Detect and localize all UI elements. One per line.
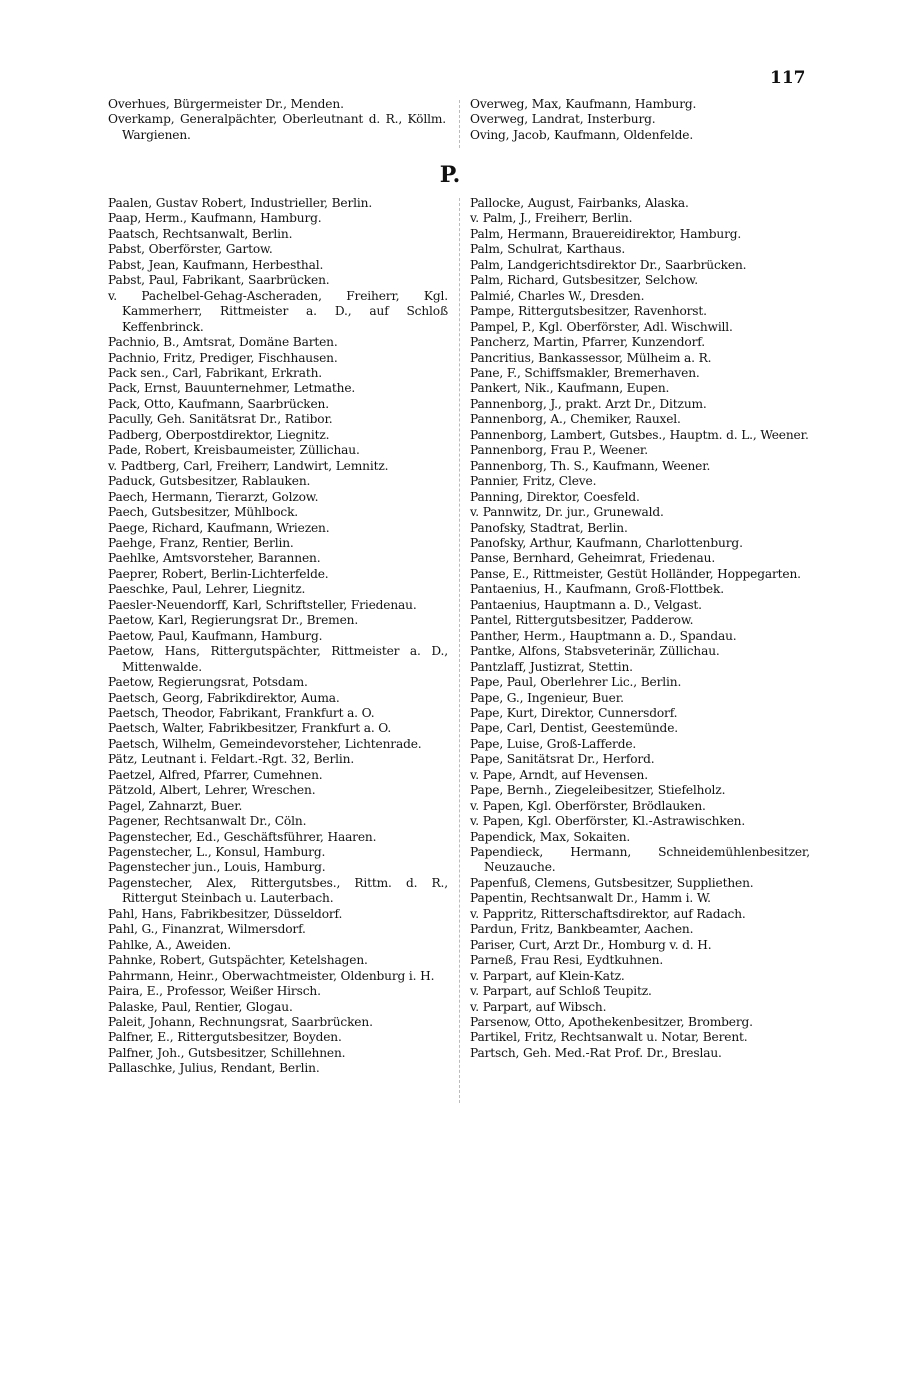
- directory-entry: Palm, Hermann, Brauereidirektor, Hamburg.: [470, 226, 742, 241]
- directory-entry: Pape, Bernh., Ziegeleibesitzer, Stiefelholz.: [470, 783, 726, 798]
- directory-entry: v. Pachelbel-Gehag-Ascheraden, Freiherr, Kgl. Kammerherr, Rittmeister a. D., auf Schloß Keffenbrinck.: [108, 288, 448, 334]
- directory-entry: Pahlke, A., Aweiden.: [108, 937, 231, 952]
- directory-entry: Paatsch, Rechtsanwalt, Berlin.: [108, 226, 293, 241]
- directory-entry: Paesler-Neuendorff, Karl, Schriftsteller, Friedenau.: [108, 597, 417, 612]
- directory-entry: Palfner, E., Rittergutsbesitzer, Boyden.: [108, 1030, 342, 1045]
- directory-entry: Pahrmann, Heinr., Oberwachtmeister, Oldenburg i. H.: [108, 968, 435, 983]
- directory-entry: Palaske, Paul, Rentier, Glogau.: [108, 999, 293, 1014]
- top-right-column: [470, 97, 800, 143]
- directory-entry: Paege, Richard, Kaufmann, Wriezen.: [108, 520, 330, 535]
- directory-entry: Palmié, Charles W., Dresden.: [470, 288, 645, 303]
- directory-entry: Paetow, Karl, Regierungsrat Dr., Bremen.: [108, 613, 359, 628]
- directory-entry: Paech, Hermann, Tierarzt, Golzow.: [108, 489, 319, 504]
- directory-entry: Overhues, Bürgermeister Dr., Menden.: [108, 97, 344, 111]
- directory-entry: Paetsch, Wilhelm, Gemeindevorsteher, Lichtenrade.: [108, 736, 422, 751]
- directory-entry: Paduck, Gutsbesitzer, Rablauken.: [108, 474, 311, 489]
- directory-entry: Panse, Bernhard, Geheimrat, Friedenau.: [470, 551, 716, 566]
- directory-entry: Pankert, Nik., Kaufmann, Eupen.: [470, 381, 670, 396]
- directory-entry: Pancherz, Martin, Pfarrer, Kunzendorf.: [470, 335, 705, 350]
- directory-entry: Pantzlaff, Justizrat, Stettin.: [470, 659, 633, 674]
- directory-entry: Pape, Kurt, Direktor, Cunnersdorf.: [470, 705, 678, 720]
- directory-entry: Pabst, Oberförster, Gartow.: [108, 242, 273, 257]
- directory-entry: Pagenstecher jun., Louis, Hamburg.: [108, 860, 326, 875]
- directory-entry: Pack, Otto, Kaufmann, Saarbrücken.: [108, 396, 329, 411]
- directory-entry: Paeprer, Robert, Berlin-Lichterfelde.: [108, 566, 329, 581]
- left-column: [108, 196, 448, 1077]
- directory-entry: Paira, E., Professor, Weißer Hirsch.: [108, 984, 321, 999]
- directory-entry: Pallaschke, Julius, Rendant, Berlin.: [108, 1061, 320, 1076]
- directory-entry: Pahl, G., Finanzrat, Wilmersdorf.: [108, 922, 306, 937]
- directory-entry: Palm, Landgerichtsdirektor Dr., Saarbrücken.: [470, 257, 747, 272]
- directory-entry: Pannenborg, A., Chemiker, Rauxel.: [470, 412, 681, 427]
- directory-entry: Pannenborg, Lambert, Gutsbes., Hauptm. d. L., Weener.: [470, 427, 809, 442]
- directory-entry: Panning, Direktor, Coesfeld.: [470, 489, 640, 504]
- directory-entry: v. Papen, Kgl. Oberförster, Brödlauken.: [470, 798, 706, 813]
- directory-entry: Paleit, Johann, Rechnungsrat, Saarbrücken.: [108, 1015, 373, 1030]
- directory-entry: Pape, Luise, Groß-Lafferde.: [470, 736, 637, 751]
- directory-entry: Pane, F., Schiffsmakler, Bremerhaven.: [470, 365, 700, 380]
- directory-entry: Paeschke, Paul, Lehrer, Liegnitz.: [108, 582, 306, 597]
- directory-entry: Pape, G., Ingenieur, Buer.: [470, 690, 624, 705]
- directory-entry: Paehge, Franz, Rentier, Berlin.: [108, 535, 294, 550]
- directory-entry: Paetsch, Walter, Fabrikbesitzer, Frankfurt a. O.: [108, 721, 392, 736]
- directory-entry: Pantaenius, Hauptmann a. D., Velgast.: [470, 597, 702, 612]
- directory-entry: Pätzold, Albert, Lehrer, Wreschen.: [108, 783, 316, 798]
- directory-entry: Parsenow, Otto, Apothekenbesitzer, Bromberg.: [470, 1015, 753, 1030]
- directory-entry: v. Palm, J., Freiherr, Berlin.: [470, 211, 633, 226]
- directory-entry: Pagel, Zahnarzt, Buer.: [108, 798, 243, 813]
- directory-entry: Paetow, Regierungsrat, Potsdam.: [108, 675, 308, 690]
- directory-entry: Panofsky, Arthur, Kaufmann, Charlottenburg.: [470, 535, 743, 550]
- directory-entry: v. Parpart, auf Wibsch.: [470, 999, 607, 1014]
- directory-entry: Paetow, Paul, Kaufmann, Hamburg.: [108, 628, 323, 643]
- directory-entry: Pack, Ernst, Bauunternehmer, Letmathe.: [108, 381, 356, 396]
- directory-entry: Pape, Sanitätsrat Dr., Herford.: [470, 752, 655, 767]
- directory-entry: Palfner, Joh., Gutsbesitzer, Schillehnen.: [108, 1045, 346, 1060]
- directory-entry: Pagenstecher, Alex, Rittergutsbes., Rittm. d. R., Rittergut Steinbach u. Lauterbach.: [108, 875, 448, 906]
- directory-entry: Overweg, Landrat, Insterburg.: [470, 112, 656, 127]
- directory-entry: Pabst, Jean, Kaufmann, Herbesthal.: [108, 257, 324, 272]
- directory-entry: Palm, Schulrat, Karthaus.: [470, 242, 626, 257]
- right-column: [470, 196, 810, 1061]
- directory-entry: Pachnio, B., Amtsrat, Domäne Barten.: [108, 335, 338, 350]
- directory-entry: Pardun, Fritz, Bankbeamter, Aachen.: [470, 922, 694, 937]
- directory-entry: Parneß, Frau Resi, Eydtkuhnen.: [470, 953, 664, 968]
- directory-entry: Pack sen., Carl, Fabrikant, Erkrath.: [108, 365, 322, 380]
- directory-entry: v. Pape, Arndt, auf Hevensen.: [470, 767, 648, 782]
- directory-entry: Pantke, Alfons, Stabsveterinär, Züllichau.: [470, 644, 720, 659]
- column-divider: [459, 100, 460, 148]
- directory-entry: Pade, Robert, Kreisbaumeister, Züllichau.: [108, 443, 360, 458]
- directory-entry: Pantel, Rittergutsbesitzer, Padderow.: [470, 613, 694, 628]
- directory-entry: Pannenborg, J., prakt. Arzt Dr., Ditzum.: [470, 396, 707, 411]
- directory-entry: Oving, Jacob, Kaufmann, Oldenfelde.: [470, 127, 694, 142]
- directory-entry: Pahnke, Robert, Gutspächter, Ketelshagen.: [108, 953, 368, 968]
- directory-entry: Panther, Herm., Hauptmann a. D., Spandau.: [470, 628, 737, 643]
- directory-entry: Pape, Paul, Oberlehrer Lic., Berlin.: [470, 675, 682, 690]
- directory-entry: Panse, E., Rittmeister, Gestüt Holländer, Hoppegarten.: [470, 566, 801, 581]
- directory-entry: Pancritius, Bankassessor, Mülheim a. R.: [470, 350, 712, 365]
- directory-entry: Pariser, Curt, Arzt Dr., Homburg v. d. H.: [470, 937, 712, 952]
- column-divider: [459, 198, 460, 1103]
- directory-entry: Panofsky, Stadtrat, Berlin.: [470, 520, 628, 535]
- directory-entry: Pampel, P., Kgl. Oberförster, Adl. Wischwill.: [470, 319, 733, 334]
- directory-entry: Overkamp, Generalpächter, Oberleutnant d. R., Köllm. Wargienen.: [108, 112, 446, 142]
- directory-entry: Paehlke, Amtsvorsteher, Barannen.: [108, 551, 321, 566]
- directory-entry: v. Parpart, auf Klein-Katz.: [470, 968, 625, 983]
- directory-entry: Pahl, Hans, Fabrikbesitzer, Düsseldorf.: [108, 906, 343, 921]
- directory-entry: Pape, Carl, Dentist, Geestemünde.: [470, 721, 678, 736]
- directory-entry: Pannenborg, Frau P., Weener.: [470, 443, 648, 458]
- directory-entry: Pannier, Fritz, Cleve.: [470, 474, 597, 489]
- directory-entry: Papendieck, Hermann, Schneidemühlenbesitzer, Neuzauche.: [470, 845, 810, 875]
- directory-entry: v. Pappritz, Ritterschaftsdirektor, auf Radach.: [470, 906, 746, 921]
- directory-entry: Partikel, Fritz, Rechtsanwalt u. Notar, Berent.: [470, 1030, 748, 1045]
- directory-entry: Pätz, Leutnant i. Feldart.-Rgt. 32, Berlin.: [108, 752, 355, 767]
- directory-entry: Pagener, Rechtsanwalt Dr., Cöln.: [108, 814, 307, 829]
- directory-entry: Partsch, Geh. Med.-Rat Prof. Dr., Breslau.: [470, 1045, 722, 1060]
- directory-entry: Pabst, Paul, Fabrikant, Saarbrücken.: [108, 273, 330, 288]
- directory-entry: Pannenborg, Th. S., Kaufmann, Weener.: [470, 458, 711, 473]
- directory-entry: Paetow, Hans, Rittergutspächter, Rittmeister a. D., Mittenwalde.: [108, 644, 448, 674]
- directory-entry: Pantaenius, H., Kaufmann, Groß-Flottbek.: [470, 582, 724, 597]
- directory-entry: Pallocke, August, Fairbanks, Alaska.: [470, 196, 689, 210]
- directory-entry: Overweg, Max, Kaufmann, Hamburg.: [470, 97, 697, 111]
- directory-entry: Padberg, Oberpostdirektor, Liegnitz.: [108, 427, 330, 442]
- directory-entry: Papentin, Rechtsanwalt Dr., Hamm i. W.: [470, 891, 711, 906]
- directory-entry: Pachnio, Fritz, Prediger, Fischhausen.: [108, 350, 338, 365]
- directory-entry: Palm, Richard, Gutsbesitzer, Selchow.: [470, 273, 698, 288]
- directory-entry: Paech, Gutsbesitzer, Mühlbock.: [108, 505, 299, 520]
- directory-entry: Paetsch, Georg, Fabrikdirektor, Auma.: [108, 690, 340, 705]
- directory-entry: Pagenstecher, Ed., Geschäftsführer, Haaren.: [108, 829, 377, 844]
- directory-entry: v. Padtberg, Carl, Freiherr, Landwirt, Lemnitz.: [108, 458, 389, 473]
- directory-entry: Paalen, Gustav Robert, Industrieller, Berlin.: [108, 196, 373, 210]
- directory-entry: Pagenstecher, L., Konsul, Hamburg.: [108, 845, 326, 860]
- directory-entry: v. Papen, Kgl. Oberförster, Kl.-Astrawischken.: [470, 814, 746, 829]
- section-heading: P.: [439, 162, 461, 188]
- directory-entry: v. Pannwitz, Dr. jur., Grunewald.: [470, 505, 664, 520]
- directory-entry: Pacully, Geh. Sanitätsrat Dr., Ratibor.: [108, 412, 333, 427]
- directory-entry: v. Parpart, auf Schloß Teupitz.: [470, 984, 652, 999]
- top-left-column: [108, 97, 446, 143]
- directory-entry: Pampe, Rittergutsbesitzer, Ravenhorst.: [470, 304, 707, 319]
- directory-entry: Paetzel, Alfred, Pfarrer, Cumehnen.: [108, 767, 323, 782]
- directory-entry: Paetsch, Theodor, Fabrikant, Frankfurt a. O.: [108, 705, 375, 720]
- directory-entry: Papendick, Max, Sokaiten.: [470, 829, 631, 844]
- page-number: 117: [770, 68, 806, 88]
- directory-entry: Paap, Herm., Kaufmann, Hamburg.: [108, 211, 322, 226]
- directory-entry: Papenfuß, Clemens, Gutsbesitzer, Suppliethen.: [470, 875, 754, 890]
